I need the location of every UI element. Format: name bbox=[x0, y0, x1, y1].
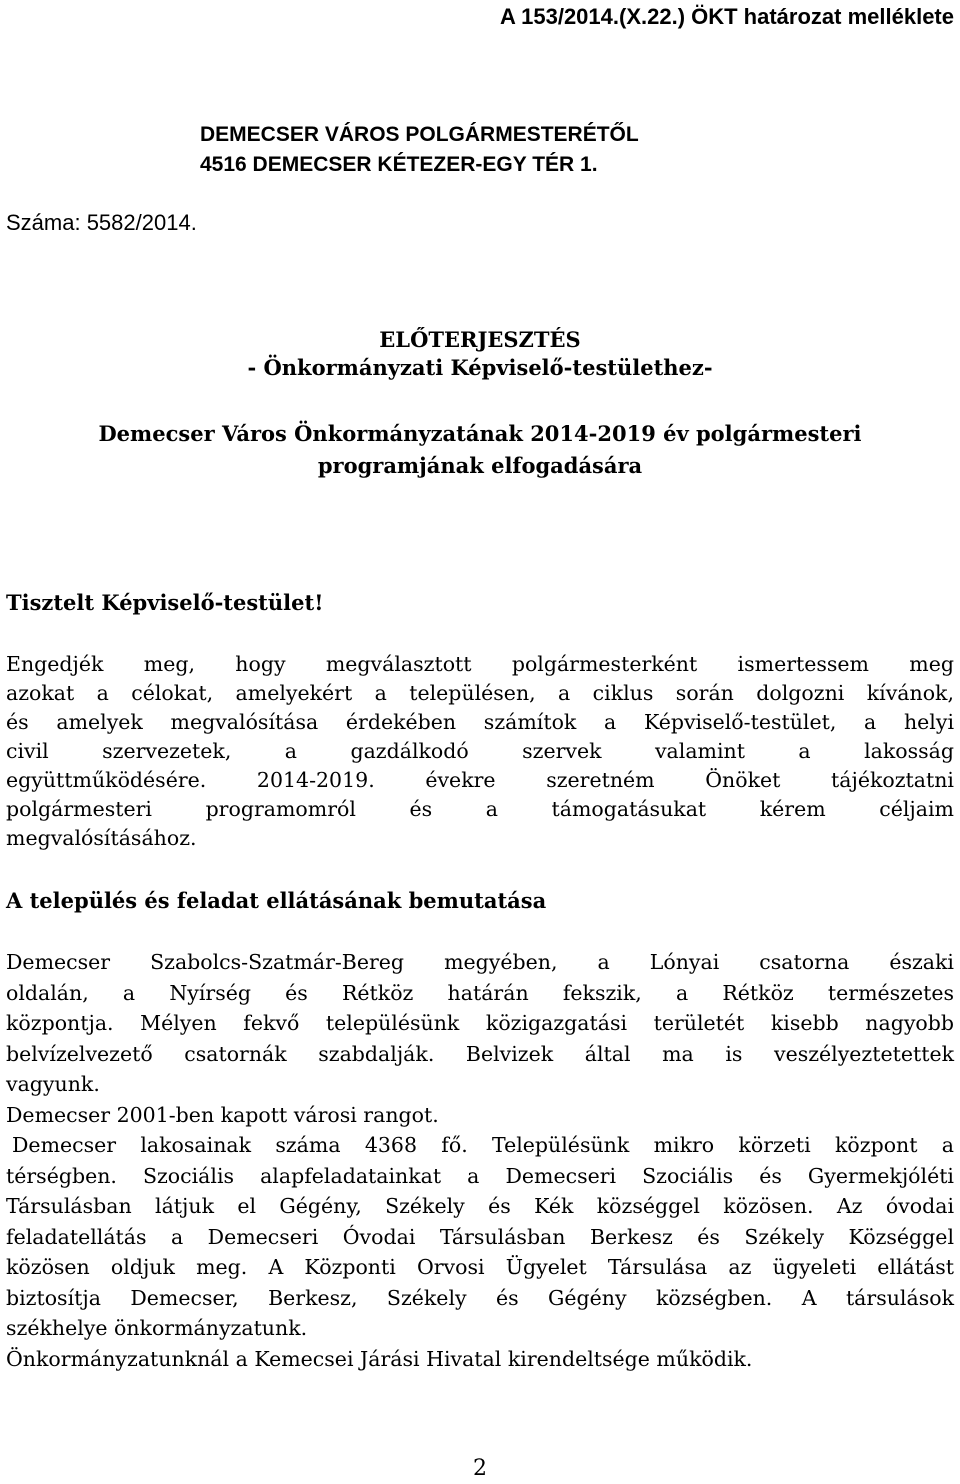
paragraph-line: Önkormányzatunknál a Kemecsei Járási Hivatal kirendeltsége működik. bbox=[6, 1346, 753, 1371]
paragraph-line: és amelyek megvalósítása érdekében számítok a Képviselő-testület, a helyi bbox=[6, 710, 954, 734]
paragraph-line: közösen oldjuk meg. A Központi Orvosi Ügyelet Társulása az ügyeleti ellátást bbox=[6, 1255, 954, 1279]
page-number: 2 bbox=[473, 1456, 487, 1481]
issuer-name: DEMECSER VÁROS POLGÁRMESTERÉTŐL bbox=[200, 123, 639, 146]
subject-line: Demecser Város Önkormányzatának 2014-2019 év polgármesteri bbox=[98, 421, 862, 446]
section-paragraph bbox=[6, 947, 954, 1374]
paragraph-line: Demecser 2001-ben kapott városi rangot. bbox=[6, 1102, 439, 1127]
paragraph-line: biztosítja Demecser, Berkesz, Székely és Gégény községben. A társulások bbox=[6, 1285, 954, 1310]
paragraph-line: azokat a célokat, amelyekért a településen, a ciklus során dolgozni kívánok, bbox=[6, 681, 954, 705]
paragraph-line: megvalósításához. bbox=[6, 826, 197, 850]
paragraph-line: Társulásban látjuk el Gégény, Székely és Kék községgel közösen. Az óvodai bbox=[6, 1194, 954, 1218]
paragraph-line: belvízelvezető csatornák szabdalják. Belvizek által ma is veszélyeztetettek bbox=[6, 1041, 954, 1066]
reference-number: Száma: 5582/2014. bbox=[6, 210, 197, 235]
issuer-address: 4516 DEMECSER KÉTEZER-EGY TÉR 1. bbox=[200, 153, 598, 176]
paragraph-line: vagyunk. bbox=[6, 1072, 100, 1096]
paragraph-line: központja. Mélyen fekvő településünk közigazgatási területét kisebb nagyobb bbox=[6, 1011, 954, 1035]
paragraph-line: Engedjék meg, hogy megválasztott polgármesterként ismertessem meg bbox=[6, 652, 954, 676]
subject-line: programjának elfogadására bbox=[317, 453, 643, 478]
salutation: Tisztelt Képviselő-testület! bbox=[6, 590, 324, 615]
subject-block bbox=[0, 418, 960, 482]
intro-paragraph bbox=[6, 650, 954, 853]
paragraph-line: térségben. Szociális alapfeladatainkat a Demecseri Szociális és Gyermekjóléti bbox=[6, 1163, 954, 1188]
paragraph-line: székhelye önkormányzatunk. bbox=[6, 1316, 308, 1340]
paragraph-line: oldalán, a Nyírség és Rétköz határán fekszik, a Rétköz természetes bbox=[6, 980, 954, 1005]
addressee-line: - Önkormányzati Képviselő-testülethez- bbox=[247, 355, 713, 380]
paragraph-line: Demecser lakosainak száma 4368 fő. Településünk mikro körzeti központ a bbox=[12, 1133, 954, 1157]
paragraph-line: együttműködésére. 2014-2019. évekre szeretném Önöket tájékoztatni bbox=[6, 768, 954, 792]
annex-label: A 153/2014.(X.22.) ÖKT határozat melléklete bbox=[499, 4, 954, 29]
paragraph-line: civil szervezetek, a gazdálkodó szervek valamint a lakosság bbox=[6, 739, 954, 763]
paragraph-line: feladatellátás a Demecseri Óvodai Társulásban Berkesz és Székely Községgel bbox=[6, 1224, 954, 1249]
section-heading: A település és feladat ellátásának bemutatása bbox=[6, 888, 547, 913]
issuer-block bbox=[200, 120, 639, 180]
document-title: ELŐTERJESZTÉS bbox=[379, 327, 581, 352]
paragraph-line: Demecser Szabolcs-Szatmár-Bereg megyében, a Lónyai csatorna északi bbox=[6, 950, 954, 974]
paragraph-line: polgármesteri programomról és a támogatásukat kérem céljaim bbox=[6, 797, 954, 821]
